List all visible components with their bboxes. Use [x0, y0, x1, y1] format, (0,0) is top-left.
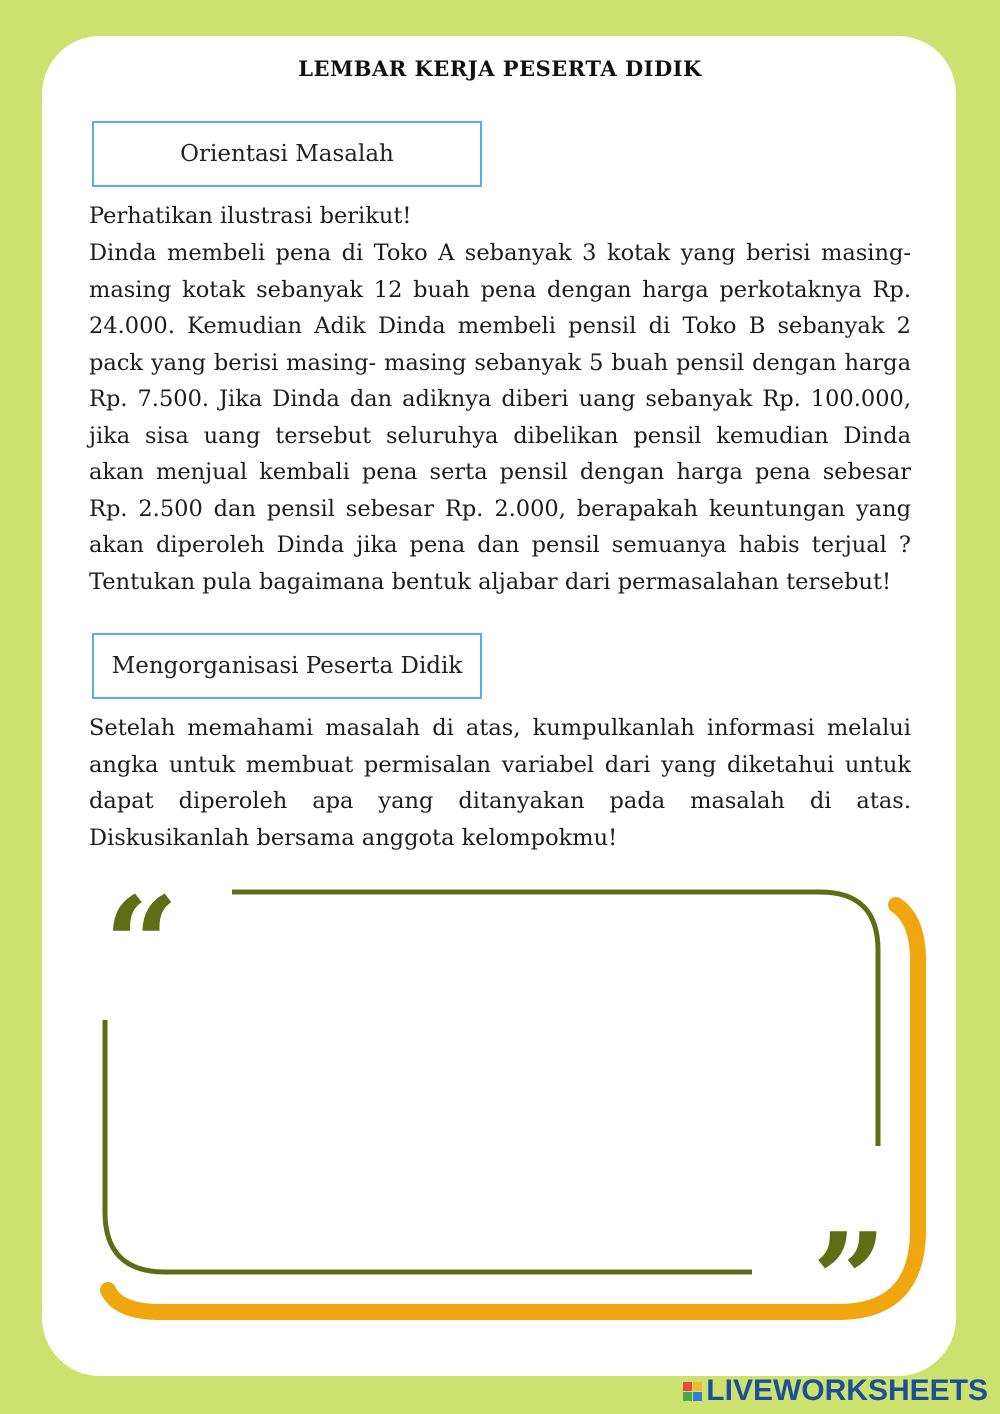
close-quote-icon: ”	[812, 1204, 887, 1357]
page-title: LEMBAR KERJA PESERTA DIDIK	[298, 56, 702, 81]
intro-text: Perhatikan ilustrasi berikut!	[89, 203, 412, 229]
liveworksheets-logo	[683, 1374, 988, 1408]
logo-icon	[683, 1382, 702, 1401]
section-heading-mengorganisasi	[92, 633, 482, 699]
problem-text: Dinda membeli pena di Toko A sebanyak 3 kotak yang berisi masing-masing kotak sebanyak 12 buah pena dengan harga perkotaknya Rp. 24.000. Kemudian Adik Dinda membeli pensil di Toko B sebanyak 2 pack yang berisi masing- masing sebanyak 5 buah pensil dengan harga Rp. 7.500. Jika Dinda dan adiknya diberi uang sebanyak Rp. 100.000, jika sisa uang tersebut seluruhya dibelikan pensil kemudian Dinda akan menjual kembali pena serta pensil dengan harga pena sebesar Rp. 2.500 dan pensil sebesar Rp. 2.000, berapakah keuntungan yang akan diperoleh Dinda jika pena dan pensil semuanya habis terjual ? Tentukan pula bagaimana bentuk aljabar dari permasalahan tersebut!	[89, 240, 911, 595]
answer-area[interactable]	[130, 950, 850, 1250]
section-heading-label: Orientasi Masalah	[180, 141, 394, 167]
logo-text: LIVEWORKSHEETS	[706, 1374, 988, 1407]
instruction-text: Setelah memahami masalah di atas, kumpulkanlah informasi melalui angka untuk membuat permisalan variabel dari yang diketahui untuk dapat diperoleh apa yang ditanyakan pada masalah di atas. Diskusikanlah bersama anggota kelompokmu!	[89, 715, 911, 851]
open-quote-icon: “	[104, 868, 179, 1021]
section-heading-label: Mengorganisasi Peserta Didik	[111, 653, 463, 679]
section-heading-orientasi	[92, 121, 482, 187]
